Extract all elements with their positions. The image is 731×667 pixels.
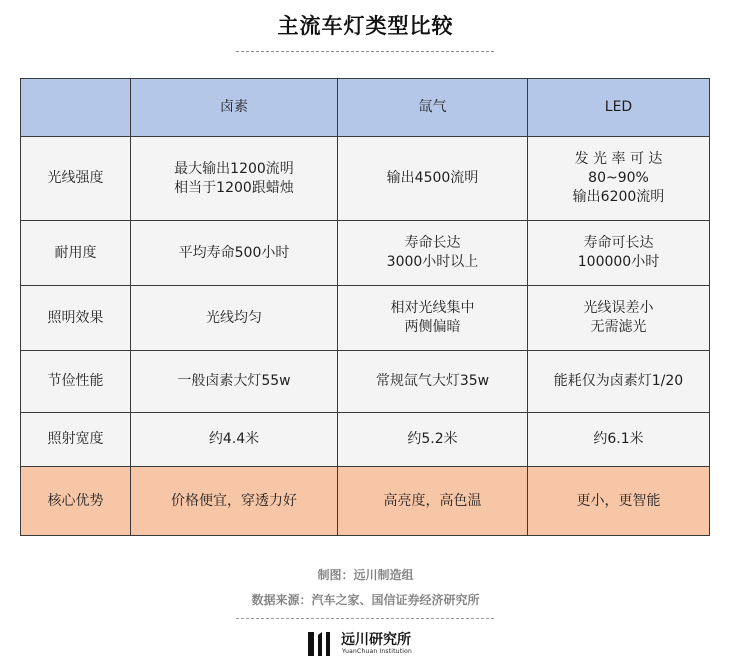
table-row-highlight (21, 467, 710, 536)
header-cell-halogen: 卤素 (131, 79, 338, 137)
row-label: 照射宽度 (21, 413, 131, 467)
table-cell: 寿命可长达 100000小时 (528, 221, 710, 286)
table-cell: 价格便宜，穿透力好 (131, 467, 338, 536)
brand-logo-en: YuanChuan Institution (342, 648, 413, 655)
table-cell: 最大输出1200流明 相当于1200跟蜡烛 (131, 137, 338, 221)
row-label: 节俭性能 (21, 351, 131, 413)
table-cell: 一般卤素大灯55w (131, 351, 338, 413)
table-cell: 约5.2米 (338, 413, 528, 467)
table-row (21, 221, 710, 286)
page-title: 主流车灯类型比较 (277, 14, 454, 38)
table-header-row (21, 79, 710, 137)
table-cell: 平均寿命500小时 (131, 221, 338, 286)
table-cell: 常规氙气大灯35w (338, 351, 528, 413)
table-cell: 约6.1米 (528, 413, 710, 467)
table-row (21, 351, 710, 413)
header-cell-empty (21, 79, 131, 137)
brand-logo-icon (308, 631, 336, 657)
table-cell: 寿命长达 3000小时以上 (338, 221, 528, 286)
table-cell: 高亮度，高色温 (338, 467, 528, 536)
table-cell: 光线误差小 无需滤光 (528, 286, 710, 351)
table-row (21, 137, 710, 221)
brand-logo-cn: 远川研究所 (341, 632, 411, 648)
data-source: 数据来源：汽车之家、国信证券经济研究所 (251, 593, 480, 607)
table-row (21, 286, 710, 351)
table-cell: 约4.4米 (131, 413, 338, 467)
chart-maker-credit: 制图：远川制造组 (317, 568, 414, 582)
title-divider (236, 51, 494, 52)
row-label: 耐用度 (21, 221, 131, 286)
table-cell: 发 光 率 可 达 80~90% 输出6200流明 (528, 137, 710, 221)
header-cell-xenon: 氙气 (338, 79, 528, 137)
footer-divider (236, 618, 494, 619)
table-cell: 能耗仅为卤素灯1/20 (528, 351, 710, 413)
row-label: 照明效果 (21, 286, 131, 351)
table-cell: 输出4500流明 (338, 137, 528, 221)
header-cell-led: LED (528, 79, 710, 137)
table-row (21, 413, 710, 467)
row-label: 光线强度 (21, 137, 131, 221)
table-cell: 光线均匀 (131, 286, 338, 351)
table-cell: 相对光线集中 两侧偏暗 (338, 286, 528, 351)
row-label: 核心优势 (21, 467, 131, 536)
table-cell: 更小，更智能 (528, 467, 710, 536)
comparison-table (20, 78, 710, 536)
